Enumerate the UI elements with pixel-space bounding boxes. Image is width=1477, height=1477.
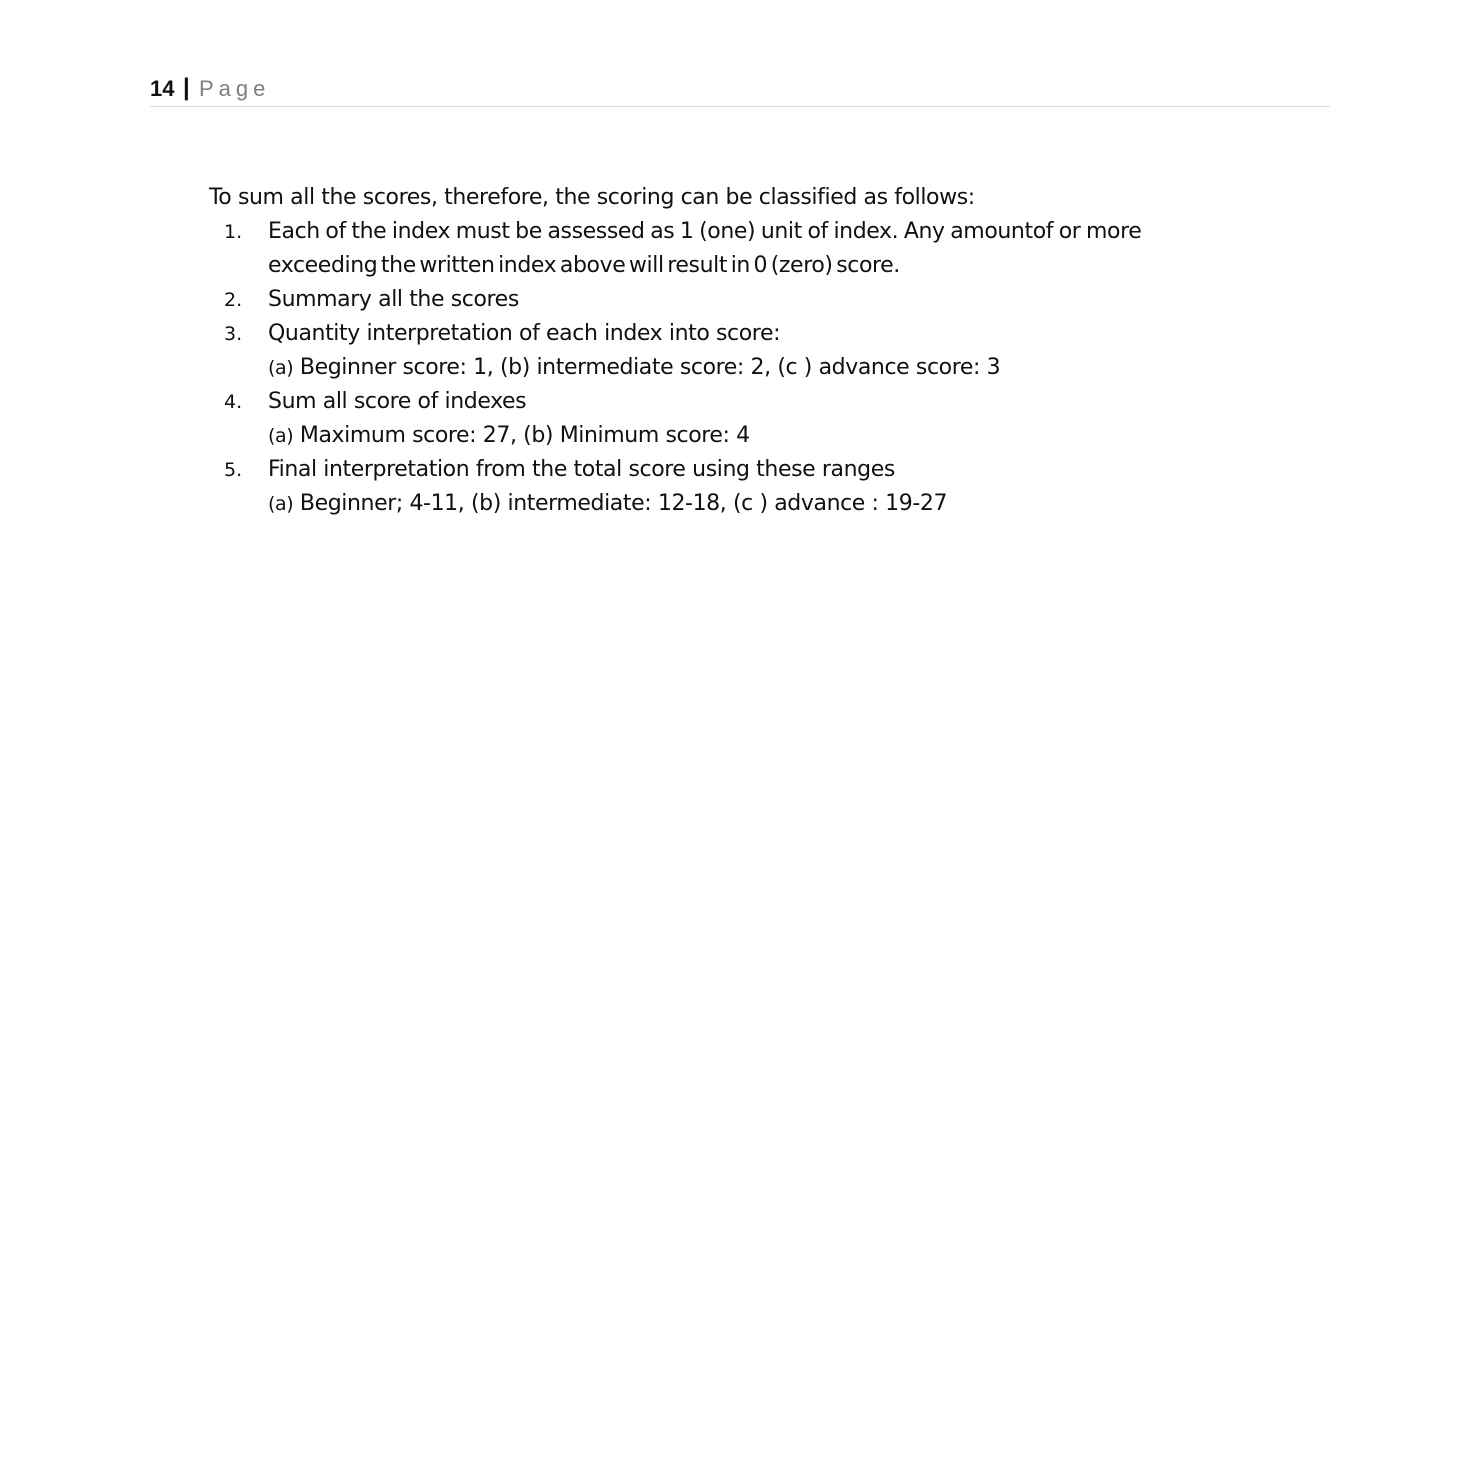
list-item-number: 2.	[224, 289, 243, 311]
sub-item-text: Maximum score: 27, (b) Minimum score: 4	[293, 423, 750, 448]
list-item-text: Quantity interpretation of each index into score:	[268, 321, 781, 346]
list-item-subline	[268, 419, 1229, 453]
list-item-number: 1.	[224, 221, 243, 243]
page-number-separator: |	[183, 74, 190, 101]
list-item-1	[209, 215, 1229, 283]
document-body	[209, 181, 1229, 521]
list-item-number: 3.	[224, 323, 243, 345]
sub-item-marker: (a)	[268, 357, 294, 379]
list-item-text-continuation: exceeding the written index above will result in 0 (zero) score.	[268, 253, 900, 278]
list-item-subline	[268, 351, 1229, 385]
list-item-text: Final interpretation from the total score using these ranges	[268, 457, 895, 482]
list-item-4	[209, 385, 1229, 453]
list-item-5	[209, 453, 1229, 521]
scoring-steps-list	[209, 215, 1229, 521]
page-header	[150, 74, 1330, 107]
intro-paragraph: To sum all the scores, therefore, the scoring can be classified as follows:	[209, 185, 975, 210]
sub-item-marker: (a)	[268, 493, 294, 515]
sub-item-text: Beginner score: 1, (b) intermediate score: 2, (c ) advance score: 3	[293, 355, 1001, 380]
list-item-3	[209, 317, 1229, 385]
page-label: Page	[199, 76, 271, 101]
list-item-text: Sum all score of indexes	[268, 389, 527, 414]
list-item-subline	[268, 487, 1229, 521]
list-item-text: Summary all the scores	[268, 287, 519, 312]
list-item-2	[209, 283, 1229, 317]
sub-item-text: Beginner; 4-11, (b) intermediate: 12-18, (c ) advance : 19-27	[293, 491, 948, 516]
list-item-text: Each of the index must be assessed as 1 (one) unit of index. Any amountof or more	[268, 219, 1142, 244]
list-item-number: 4.	[224, 391, 243, 413]
sub-item-marker: (a)	[268, 425, 294, 447]
list-item-number: 5.	[224, 459, 243, 481]
page-number: 14	[150, 76, 175, 101]
